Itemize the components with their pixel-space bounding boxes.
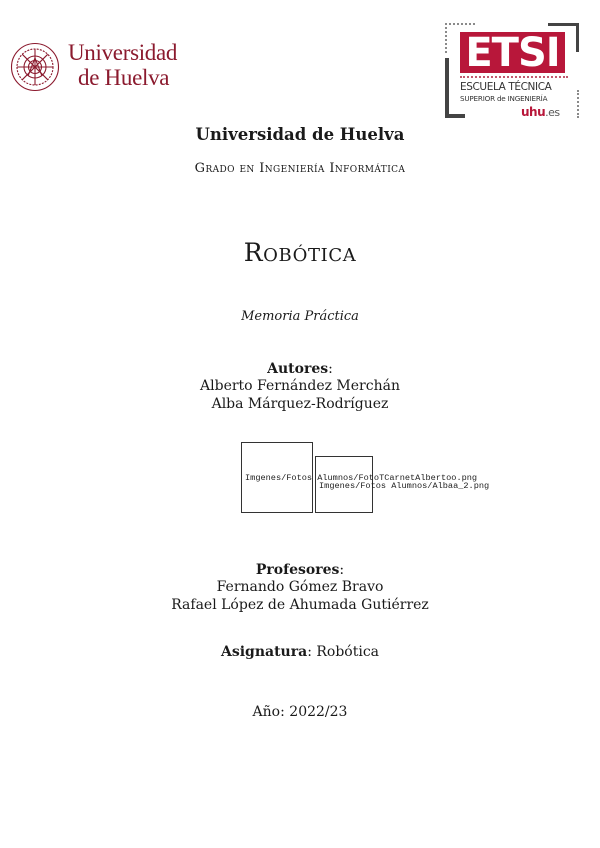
etsi-acronym: ETSI (460, 32, 565, 73)
logo-dotted-corner (445, 23, 475, 25)
logo-dotted-corner-left (445, 23, 447, 53)
photo-path-text: Imgenes/Fotos Alumnos/FotoTCarnetAlbertoo.png (245, 473, 478, 483)
professors-heading: Profesores: (255, 562, 345, 578)
author-name: Alberto Fernández Merchán (200, 378, 400, 394)
degree-name: Grado en Ingeniería Informática (194, 161, 406, 176)
document-title: Robótica (243, 238, 357, 267)
document-subtitle: Memoria Práctica (241, 309, 359, 324)
year-value: 2022/23 (289, 704, 348, 720)
etsi-domain-ext: .es (545, 106, 560, 119)
subject-label: Asignatura (220, 644, 308, 660)
logo-dotted-right (577, 90, 579, 118)
professor-name: Rafael López de Ahumada Gutiérrez (171, 597, 429, 613)
photo-path-text: Imgenes/Fotos Alumnos/Albaa_2.png (319, 481, 490, 491)
professor-name: Fernando Gómez Bravo (216, 579, 384, 595)
wordmark-line2: de Huelva (78, 65, 170, 90)
wordmark-line1: Universidad (68, 40, 178, 65)
etsi-school-line1: ESCUELA TÉCNICA (460, 81, 552, 93)
subject-value: Robótica (316, 644, 380, 660)
year-label: Año (252, 704, 281, 720)
authors-label: Autores (267, 361, 329, 377)
etsi-logo (443, 20, 583, 120)
etsi-domain (521, 105, 560, 119)
author-name: Alba Márquez-Rodríguez (211, 396, 389, 412)
university-name: Universidad de Huelva (195, 125, 405, 144)
university-wordmark (68, 40, 177, 90)
authors-heading: Autores: (267, 361, 333, 377)
professors-label: Profesores (255, 562, 340, 578)
university-seal-icon (10, 42, 60, 92)
logo-dotted-divider (460, 76, 568, 78)
year-line: Año: 2022/23 (252, 704, 348, 720)
subject-line: Asignatura: Robótica (220, 644, 380, 660)
etsi-domain-main: uhu (521, 105, 546, 119)
etsi-school-line2: SUPERIOR de INGENIERÍA (460, 94, 548, 103)
